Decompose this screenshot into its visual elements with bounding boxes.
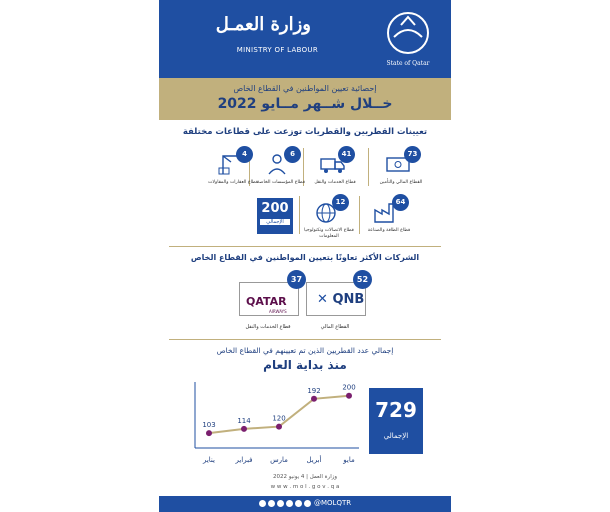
- data-point: [311, 396, 317, 402]
- data-point: [206, 430, 212, 436]
- social-handle[interactable]: @MOLQTR: [314, 499, 352, 507]
- ministry-logo-english: MINISTRY OF LABOUR: [236, 46, 318, 54]
- qnb-name: QNB: [332, 292, 365, 307]
- company-label: قطاع الخدمات والنقل: [245, 324, 291, 330]
- sector-label: قطاع الخدمات والنقل: [314, 180, 356, 185]
- footer-bar: [159, 496, 451, 512]
- company-count: 37: [287, 270, 306, 289]
- data-point: [276, 424, 282, 430]
- sector-count: 12: [332, 194, 349, 211]
- section-divider: [169, 339, 441, 340]
- data-label: 200: [342, 383, 356, 392]
- qnb-mark-icon: ✕: [317, 292, 328, 307]
- cumulative-total-label: الإجمالي: [383, 432, 409, 440]
- data-label: 114: [237, 416, 251, 425]
- footer-url[interactable]: w w w . m o l . g o v . q a: [270, 484, 340, 490]
- sector-label: القطاع المالي والتأمين: [379, 180, 423, 185]
- data-label: 103: [202, 421, 216, 430]
- hiring-line-chart: [189, 376, 369, 472]
- companies-title: الشركات الأكثر تعاونًا بتعيين المواطنين في القطاع الخاص: [190, 253, 420, 262]
- linkedin-icon[interactable]: [277, 500, 284, 507]
- sectors-total: [257, 198, 293, 234]
- snapchat-icon[interactable]: [259, 500, 266, 507]
- sector-label: قطاع الطاقة والصناعة: [367, 228, 411, 233]
- sector-count: 4: [236, 146, 253, 163]
- qatar-airways-sub: AIRWAYS: [268, 309, 287, 314]
- cumulative-total: [369, 388, 423, 454]
- infographic: [159, 0, 451, 512]
- title-banner: [159, 78, 451, 120]
- sector-count: 6: [284, 146, 301, 163]
- banner-subtitle: إحصائية تعيين المواطنين في القطاع الخاص: [233, 84, 377, 93]
- divider: [359, 196, 360, 234]
- company-count: 52: [353, 270, 372, 289]
- state-of-qatar-seal-icon: [381, 9, 435, 69]
- sector-count: 41: [338, 146, 355, 163]
- cumulative-subtitle: منذ بداية العام: [263, 358, 347, 372]
- x-tick-label: مايو: [343, 456, 355, 464]
- sector-label: قطاع العقارات والمقاولات: [208, 180, 258, 185]
- cumulative-title: إجمالي عدد القطريين الذين تم تعيينهم في القطاع الخاص: [216, 346, 394, 355]
- sector-label: قطاع الاتصالات وتكنولوجيا المعلومات: [304, 228, 354, 239]
- banner-title: خــلال شــهر مــايو 2022: [217, 96, 393, 112]
- sectors-total-label: الإجمالي: [260, 219, 290, 225]
- data-label: 192: [307, 386, 321, 395]
- divider: [299, 196, 300, 234]
- section-divider: [169, 246, 441, 247]
- data-point: [241, 426, 247, 432]
- youtube-icon[interactable]: [268, 500, 275, 507]
- qnb-logo: [317, 292, 364, 307]
- x-tick-label: يناير: [202, 456, 216, 464]
- ministry-logo-arabic: وزارة العمـل: [215, 14, 311, 35]
- twitter-icon[interactable]: [304, 500, 311, 507]
- facebook-icon[interactable]: [295, 500, 302, 507]
- divider: [368, 148, 369, 186]
- sectors-total-number: 200: [261, 201, 289, 216]
- seal-caption: State of Qatar: [386, 60, 430, 67]
- sector-label: قطاع المؤسسات الخاصة: [257, 180, 305, 185]
- sector-count: 64: [392, 194, 409, 211]
- footer-date: وزارة العمل | 4 يونيو 2022: [272, 474, 338, 480]
- cumulative-total-number: 729: [375, 398, 417, 422]
- company-label: القطاع المالي: [320, 324, 350, 330]
- x-tick-label: فبراير: [235, 456, 253, 464]
- sector-count: 73: [404, 146, 421, 163]
- data-point: [346, 393, 352, 399]
- instagram-icon[interactable]: [286, 500, 293, 507]
- qatar-airways-name: QATAR: [246, 295, 287, 308]
- x-tick-label: أبريل: [306, 456, 322, 464]
- header: [159, 0, 451, 78]
- qatar-airways-logo: [246, 290, 287, 314]
- x-tick-label: مارس: [270, 456, 288, 464]
- sectors-title: تعيينات القطريين والقطريات توزعت على قطاعات مختلفة: [182, 127, 428, 137]
- data-label: 120: [272, 414, 286, 423]
